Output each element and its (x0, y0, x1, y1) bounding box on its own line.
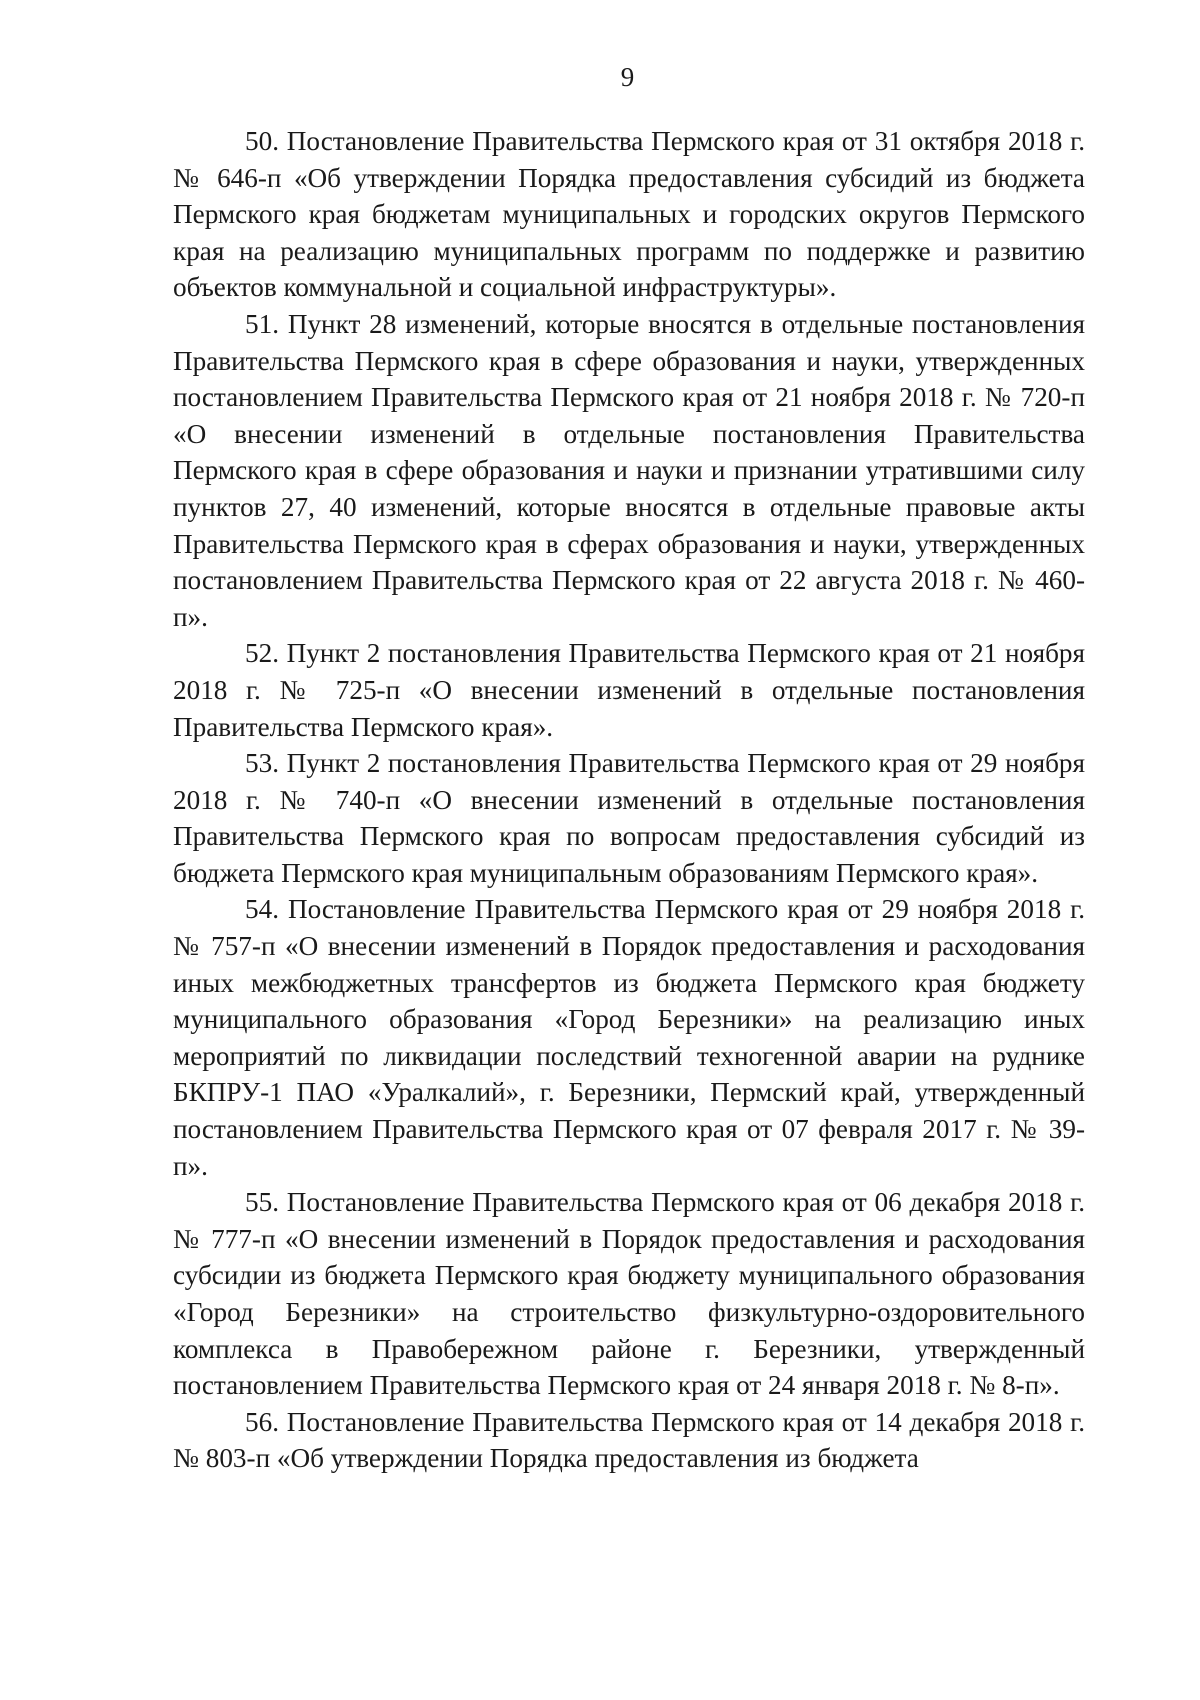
paragraph-55 (173, 1184, 1085, 1404)
paragraph-number: 55. (245, 1187, 279, 1218)
paragraph-number: 50. (245, 126, 279, 156)
paragraph-51 (173, 306, 1085, 635)
paragraph-number: 56. (245, 1406, 279, 1437)
paragraph-number: 52. (245, 638, 279, 669)
paragraph-52 (173, 635, 1085, 745)
paragraph-54 (173, 891, 1085, 1184)
paragraph-text: Постановление Правительства Пермского края от 29 ноября 2018 г. № 757-п «О внесении изменений в Порядок предоставления и расходования иных межбюджетных трансфертов из бюджета Пермского края бюджету муниципального образования «Город Березники» на реализацию иных мероприятий по ликвидации последствий техногенной аварии на руднике БКПРУ-1 ПАО «Уралкалий», г. Березники, Пермский край, утвержденный постановлением Правительства Пермского края от 07 февраля 2017 г. № 39-п». (173, 894, 1086, 1181)
paragraph-50 (173, 123, 1085, 306)
page-number: 9 (620, 62, 635, 92)
paragraph-text: Пункт 28 изменений, которые вносятся в отдельные постановления Правительства Пермского края в сфере образования и науки, утвержденных постановлением Правительства Пермского края от 21 ноября 2018 г. № 720-п «О внесении изменений в отдельные постановления Правительства Пермского края в сфере образования и науки и признании утратившими силу пунктов 27, 40 изменений, которые вносятся в отдельные правовые акты Правительства Пермского края в сферах образования и науки, утвержденных постановлением Правительства Пермского края от 22 августа 2018 г. № 460-п». (173, 308, 1085, 632)
paragraph-56 (173, 1404, 1085, 1477)
paragraph-text: Постановление Правительства Пермского края от 14 декабря 2018 г. № 803-п «Об утверждении Порядка предоставления из бюджета (173, 1406, 1085, 1474)
paragraph-53 (173, 745, 1085, 891)
paragraph-text: Постановление Правительства Пермского края от 31 октября 2018 г. № 646-п «Об утверждении Порядка предоставления субсидий из бюджета Пермского края бюджетам муниципальных и городских округов Пермского края на реализацию муниципальных программ по поддержке и развитию объектов коммунальной и социальной инфраструктуры». (173, 126, 1086, 303)
paragraph-text: Пункт 2 постановления Правительства Пермского края от 21 ноября 2018 г. № 725-п «О внесении изменений в отдельные постановления Правительства Пермского края». (173, 638, 1086, 742)
paragraph-number: 53. (245, 748, 279, 779)
paragraph-text: Пункт 2 постановления Правительства Пермского края от 29 ноября 2018 г. № 740-п «О внесении изменений в отдельные постановления Правительства Пермского края по вопросам предоставления субсидий из бюджета Пермского края муниципальным образованиям Пермского края». (173, 748, 1086, 888)
paragraph-number: 54. (245, 894, 279, 925)
document-body (173, 123, 1085, 1477)
paragraph-text: Постановление Правительства Пермского края от 06 декабря 2018 г. № 777-п «О внесении изменений в Порядок предоставления и расходования субсидии из бюджета Пермского края бюджету муниципального образования «Город Березники» на строительство физкультурно-оздоровительного комплекса в Правобережном районе г. Березники, утвержденный постановлением Правительства Пермского края от 24 января 2018 г. № 8-п». (173, 1187, 1085, 1401)
paragraph-number: 51. (245, 308, 279, 339)
